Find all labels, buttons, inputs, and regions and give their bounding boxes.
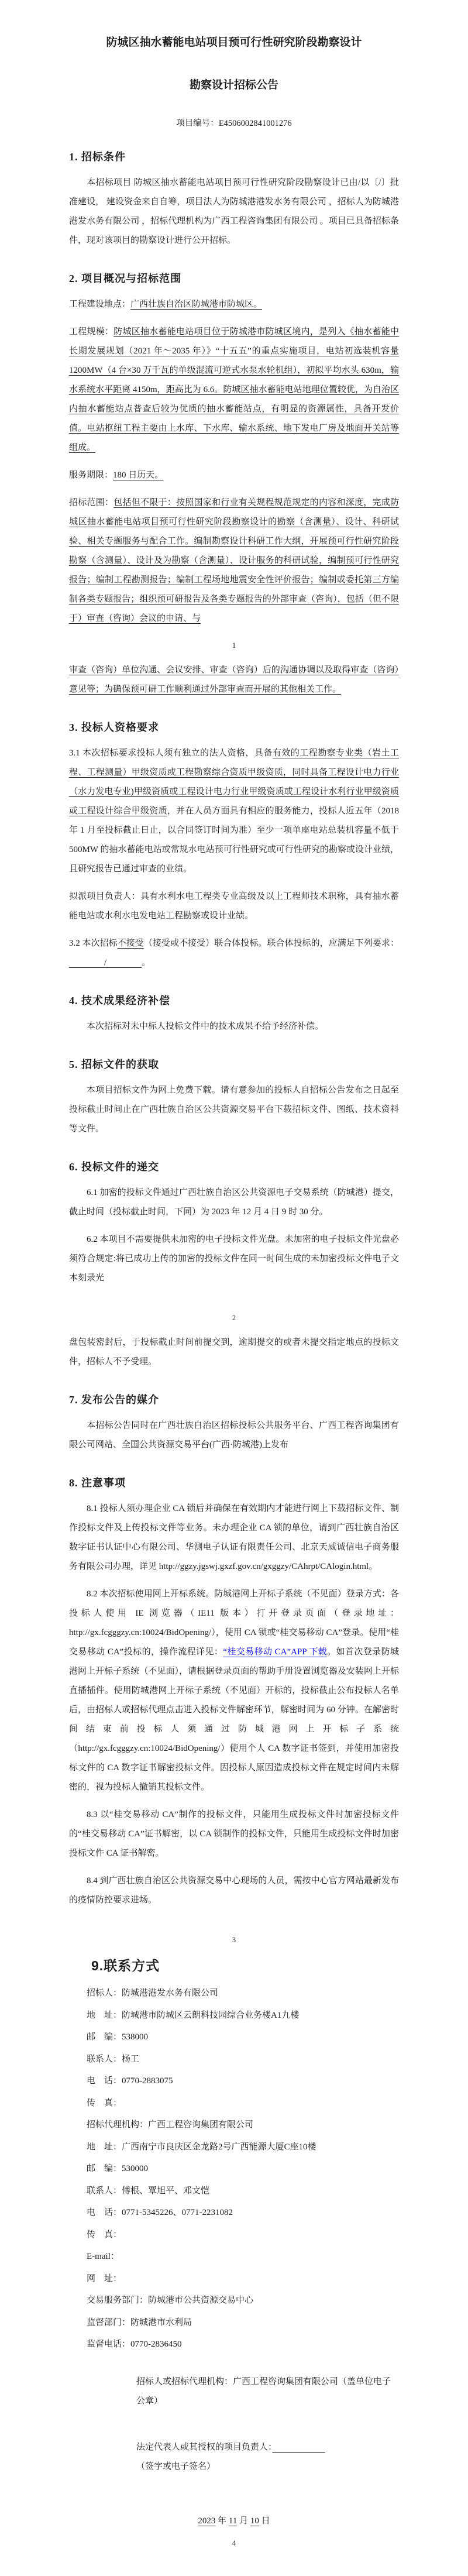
bid-scope-label: 招标范围： bbox=[69, 498, 114, 508]
contact-value: 广西南宁市良庆区金龙路2号广西能源大厦C座10楼 bbox=[122, 2142, 316, 2152]
contact-label: 邮 编： bbox=[87, 2032, 122, 2042]
qualification-3-1-post: ，并在人员方面具有相应的服务能力，投标人近五年（2018 年 1 月至投标截止日止，以合同签订时间为准）至少一项单座电站总装机容量不低于 500MW 的抽水蓄能电站或常规水电站预可行性研究或可行性研究的勘察或设计业绩，且研究报告已通过审查的业绩。 bbox=[69, 806, 399, 874]
submission-6-2-paragraph-part2: 盘包装密封后，于投标截止时间前提交到，逾期提交的或者未提交指定地点的投标文件，招标人不予受理。 bbox=[69, 1338, 399, 1367]
consortium-mid: （接受或不接受）联合体投标。联合体投标的，应满足下列要求： bbox=[143, 939, 399, 949]
announcement-date-line bbox=[69, 2514, 399, 2526]
location-label: 工程建设地点： bbox=[69, 300, 131, 310]
project-number-line bbox=[69, 116, 399, 129]
contact-label: 交易服务部门： bbox=[87, 2296, 149, 2306]
contact-value: 傅根、覃旭平、邓文恺 bbox=[122, 2186, 210, 2196]
contact-label: 地 址： bbox=[87, 2010, 122, 2020]
contact-label: 监督电话： bbox=[87, 2340, 131, 2350]
section-7-body: 本招标公告同时在广西壮族自治区招标投标公共服务平台、广西工程咨询集团有限公司网站、全国公共资源交易平台(广西·防城港)上发布 bbox=[69, 1421, 399, 1450]
mobile-ca-app-download-link[interactable]: “桂交易移动 CA”APP 下载 bbox=[223, 1647, 328, 1657]
section-6-heading: 6. 投标文件的递交 bbox=[69, 1161, 159, 1173]
service-period-line bbox=[69, 466, 399, 485]
contact-label: E-mail： bbox=[87, 2252, 119, 2262]
notice-8-3-paragraph: 8.3 以“桂交易移动 CA”制作的投标文件，只能用生成投标文件时加密投标文件的“桂交易移动 CA”证书解密，以 CA 锁制作的投标文件，只能用生成投标文件时加密投标文件 CA 证书解密。 bbox=[69, 1810, 399, 1859]
contact-row-tenderer-contact-person bbox=[87, 2049, 399, 2071]
contact-row-tenderer-fax bbox=[87, 2093, 399, 2115]
signature-representative-line bbox=[136, 2438, 399, 2477]
notice-8-4-paragraph: 8.4 到广西壮族自治区公共资源交易中心现场的人员，需按中心官方网站最新发布的疫情防控要求进场。 bbox=[69, 1876, 399, 1905]
contact-row-tenderer-postcode bbox=[87, 2027, 399, 2049]
bid-scope-paragraph-part1 bbox=[69, 493, 399, 628]
qualification-3-1-underlined: 有效的工程勘察专业类（岩土工程、工程测量）甲级资质或工程勘察综合资质甲级资质，同时具备工程设计电力行业（水力发电专业)甲级资质或工程设计电力行业甲级资质或工程设计水利行业甲级资质或工程设计综合甲级资质 bbox=[69, 748, 399, 816]
submission-6-1-paragraph: 6.1 加密的投标文件通过广西壮族自治区公共资源电子交易系统（防城港）提交，截止时间（投标截止时间，下同）为 2023 年 12 月 4 日 9 时 30 分。 bbox=[69, 1188, 399, 1217]
section-5-body: 本项目招标文件为网上免费下载。请有意参加的投标人自招标公告发布之日起至投标截止时间止在广西壮族自治区公共资源交易平台下载招标文件、图纸、技术资料等文件。 bbox=[69, 1086, 399, 1134]
date-day-unit: 日 bbox=[259, 2516, 270, 2526]
date-year: 2023 bbox=[198, 2516, 216, 2526]
section-9-heading: 9.联系方式 bbox=[91, 1958, 160, 1974]
project-leader-paragraph: 拟派项目负责人：具有水利水电工程类专业高级及以上工程师技术职称，具有抽水蓄能电站或水利水电发电站工程勘察或设计业绩。 bbox=[69, 892, 399, 921]
contact-value: 防城港港发水务有限公司 bbox=[122, 1988, 219, 1998]
signature-representative-label: 法定代表人或其授权的项目负责人： bbox=[136, 2442, 273, 2452]
submission-6-2-paragraph-part1: 6.2 本项目不需要提供未加密的电子投标文件光盘。未加密的电子投标文件光盘必须符合规定:将已成功上传的加密的投标文件在同一时间生成的未加密投标文件电子文本刻录光 bbox=[69, 1235, 399, 1283]
document-title-line1: 防城区抽水蓄能电站项目预可行性研究阶段勘察设计 bbox=[106, 36, 362, 49]
section-4-heading: 4. 技术成果经济补偿 bbox=[69, 995, 170, 1007]
signature-issuer-label: 招标人或招标代理机构： bbox=[136, 2376, 233, 2386]
consortium-post: 。 bbox=[142, 958, 151, 968]
contact-label: 传 真： bbox=[87, 2098, 122, 2108]
project-location-line bbox=[69, 295, 399, 314]
contact-label: 招标人： bbox=[87, 1988, 122, 1998]
contact-value: 0771-5345226、0771-2231082 bbox=[122, 2208, 233, 2218]
service-period-label: 服务期限： bbox=[69, 470, 113, 480]
contact-label: 联系人： bbox=[87, 2186, 122, 2196]
contact-value: 0770-2883075 bbox=[122, 2076, 173, 2086]
section-1-heading: 1. 招标条件 bbox=[69, 151, 126, 163]
date-day: 10 bbox=[250, 2516, 259, 2526]
bid-scope-text-part1: 包括但不限于：按照国家和行业有关规程规范规定的内容和深度，完成防城区抽水蓄能电站项目预可行性研究阶段勘察设计的勘察（含测量）、设计、科研试验、相关专题服务与配合工作。编制勘察设计科研工作大纲，开展预可行性研究阶段勘察（含测量）、设计及为勘察（含测量）、设计服务的科研试验，编制预可行性研究报告；编制工程勘测报告；编制工程场地地震安全性评价报告；编制或委托第三方编制各类专题报告；组织预可研报告及各类专题报告的外部审查（咨询），包括（但不限于）审查（咨询）会议的申请、与 bbox=[69, 498, 399, 624]
page-number-2: 2 bbox=[232, 1314, 236, 1323]
section-5-heading: 5. 招标文件的获取 bbox=[69, 1059, 159, 1071]
page-number-1: 1 bbox=[232, 641, 236, 650]
document-title-line2: 勘察设计招标公告 bbox=[189, 78, 278, 91]
date-month: 11 bbox=[228, 2516, 238, 2526]
contact-label: 传 真： bbox=[87, 2230, 122, 2240]
consortium-blank-field: / bbox=[69, 958, 142, 968]
contact-value: 防城港市防城区云朗科技园综合业务楼A1九楼 bbox=[122, 2010, 300, 2020]
contact-label: 地 址： bbox=[87, 2142, 122, 2152]
contact-row-email bbox=[87, 2246, 399, 2268]
contact-row-agency-phone bbox=[87, 2202, 399, 2224]
project-scale-paragraph bbox=[69, 322, 399, 458]
section-4-body: 本次招标对未中标人投标文件中的技术成果不给予经济补偿。 bbox=[87, 1022, 324, 1032]
contact-value: 538000 bbox=[122, 2032, 149, 2042]
consortium-3-2-paragraph bbox=[69, 934, 399, 973]
notice-8-2-paragraph bbox=[69, 1585, 399, 1797]
contact-row-trade-service-dept bbox=[87, 2290, 399, 2312]
notice-8-2-pre: 8.2 本次招标使用网上开标系统。防城港网上开标子系统（不见面）登录方式：各投标人使用 IE 浏览器（IE11 版本）打开登录页面（登录地址：http://gx.fcgggzy.cn:10024/BidOpening/），使用 CA 锁或“桂交易移动 CA”登录。使用“桂交易移动 CA”投标的，操作流程详见： bbox=[69, 1589, 399, 1657]
contact-row-agency-contact-person bbox=[87, 2180, 399, 2203]
consortium-pre: 3.2 本次招标 bbox=[69, 939, 118, 949]
page-number-3: 3 bbox=[232, 1936, 236, 1945]
contact-value: 防城港市公共资源交易中心 bbox=[148, 2296, 254, 2306]
contact-value: 530000 bbox=[122, 2164, 149, 2174]
contact-value: 防城港市水利局 bbox=[130, 2317, 192, 2327]
date-month-unit: 月 bbox=[237, 2516, 250, 2526]
section-3-heading: 3. 投标人资格要求 bbox=[69, 722, 159, 734]
section-2-heading: 2. 项目概况与招标范围 bbox=[69, 273, 181, 285]
contact-label: 电 话： bbox=[87, 2208, 122, 2218]
contact-row-website bbox=[87, 2268, 399, 2290]
contact-label: 邮 编： bbox=[87, 2164, 122, 2174]
contact-row-tenderer-phone bbox=[87, 2070, 399, 2093]
contact-label: 招标代理机构： bbox=[87, 2120, 149, 2130]
contact-label: 电 话： bbox=[87, 2076, 122, 2086]
contact-row-agency bbox=[87, 2114, 399, 2137]
location-value: 广西壮族自治区防城港市防城区。 bbox=[130, 300, 263, 310]
qualification-3-1-pre: 3.1 本次招标要求投标人须有独立的法人资格，具备 bbox=[69, 748, 273, 758]
scale-label: 工程规模： bbox=[69, 327, 114, 337]
contact-row-agency-postcode bbox=[87, 2158, 399, 2180]
contact-label: 监督部门： bbox=[87, 2317, 131, 2327]
notice-8-1-paragraph: 8.1 投标人须办理企业 CA 锁后并确保在有效期内才能进行网上下载招标文件、制作投标文件及上传投标文件等业务。未办理企业 CA 锁的单位，请到广西壮族自治区数字证书认证中心有限公司、华测电子认证有限责任公司、北京天威诚信电子商务服务有限公司办理，详见 http://ggzy.jgswj.gxzf.gov.cn/gxggzy/CAhrpt/CAlogin.html。 bbox=[69, 1504, 399, 1572]
bid-scope-paragraph-part2 bbox=[69, 661, 399, 699]
date-year-unit: 年 bbox=[215, 2516, 229, 2526]
contact-label: 联系人： bbox=[87, 2054, 122, 2064]
signature-representative-suffix: （签字或电子签名） bbox=[136, 2461, 216, 2471]
contact-label: 网 址： bbox=[87, 2273, 122, 2283]
project-number-label: 项目编号： bbox=[176, 119, 219, 129]
section-7-heading: 7. 发布公告的媒介 bbox=[69, 1394, 159, 1406]
service-period-value: 180 日历天。 bbox=[113, 470, 164, 480]
contact-value: 广西工程咨询集团有限公司 bbox=[148, 2120, 254, 2130]
notice-8-2-post: 。如首次登录防城港网上开标子系统（不见面），请根据登录页面的帮助手册设置浏览器及安装网上开标直播插件。使用防城港网上开标子系统（不见面）开标的，投标截止公布投标人名单后，由招标人或招标代理点击进入投标文件解密环节，解密时间为 60 分钟。在解密时间结束前投标人须通过防城港网上开标子系统（http://gx.fcgggzy.cn:10024/BidOpening/）使用个人 CA 数字证书签到，并使用加密投标文件的 CA 数字证书解密投标文件。因投标人原因造成投标文件在规定时间内未解密的，视为投标人撤销其投标文件。 bbox=[69, 1647, 399, 1792]
section-8-heading: 8. 注意事项 bbox=[69, 1477, 126, 1489]
contact-value: 杨工 bbox=[122, 2054, 140, 2064]
contact-row-agency-address bbox=[87, 2137, 399, 2159]
contact-value: 0770-2836450 bbox=[130, 2340, 182, 2350]
section-1-body: 本招标项目 防城区抽水蓄能电站项目预可行性研究阶段勘察设计已由/以〔/〕批准建设， 建设资金来自自筹，项目法人为防城港港发水务有限公司 ，招标人为防城港港发水务有限公司 ，招标代理机构为广西工程咨询集团有限公司 。项目已具备招标条件，现对该项目的勘察设计进行公开招标。 bbox=[69, 178, 399, 246]
signature-issuer-line bbox=[136, 2372, 399, 2411]
signature-issuer-value: 广西工程咨询集团有限公司（盖单位电子公章） bbox=[136, 2376, 391, 2406]
signature-blank-field bbox=[273, 2443, 325, 2452]
consortium-not-accepted: 不接受 bbox=[117, 939, 144, 949]
bid-scope-text-part2: 审查（咨询）单位沟通、会议安排、审查（咨询）后的沟通协调以及取得审查（咨询）意见等；为确保预可研工作顺利通过外部审查而开展的其他相关工作。 bbox=[69, 665, 399, 695]
page-number-4: 4 bbox=[232, 2539, 236, 2547]
project-number-value: E4506002841001276 bbox=[218, 119, 292, 129]
contact-row-supervision-dept bbox=[87, 2312, 399, 2334]
contact-row-agency-fax bbox=[87, 2224, 399, 2247]
contact-row-tenderer-address bbox=[87, 2005, 399, 2027]
qualification-3-1-paragraph bbox=[69, 744, 399, 879]
contact-row-tenderer bbox=[87, 1983, 399, 2005]
scale-value: 防城区抽水蓄能电站项目位于防城港市防城区境内，是列入《抽水蓄能中长期发展规划（2021 年～2035 年）》“十五五”的重点实施项目，电站初选装机容量 1200MW（4 台×30 万千瓦的单级混流可逆式水泵水轮机组），初拟平均水头 630m，输水系统水平距离 4150m，距高比为 6.6。防城区抽水蓄能电站地理位置较优，为自治区内抽水蓄能站点普查后较为优质的抽水蓄能站点，有明显的资源属性，具备开发价值。电站枢纽工程主要由上水库、下水库、输水系统、地下发电厂房及地面开关站等组成。 bbox=[69, 327, 399, 453]
